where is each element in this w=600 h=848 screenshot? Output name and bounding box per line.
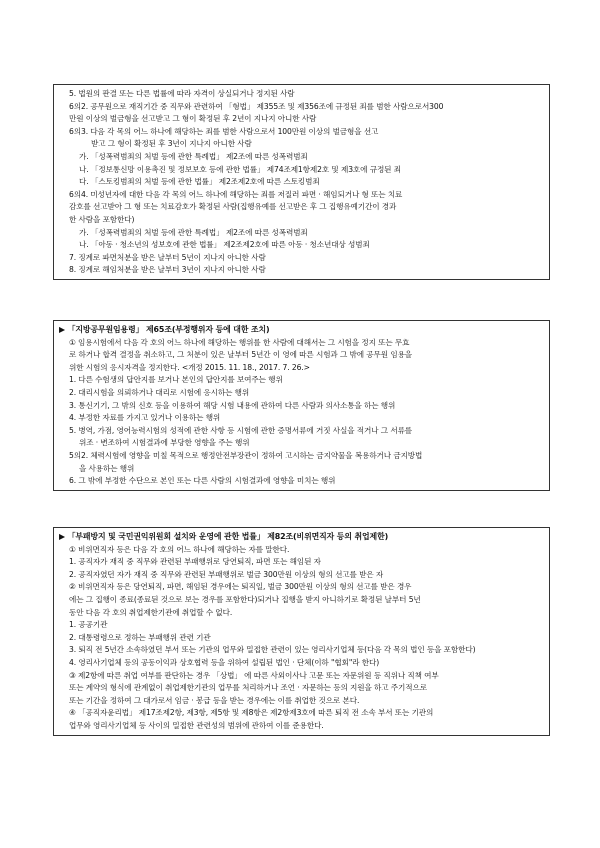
document-line: 6. 그 밖에 부정한 수단으로 본인 또는 다른 사람의 시험결과에 영향을 미치는 행위 [69, 476, 336, 486]
document-line: 나. 「아동 · 청소년의 성보호에 관한 법률」 제2조제2호에 따른 아동 · 청소년대상 성범죄 [79, 240, 370, 250]
document-line: 에는 그 집행이 종료(종료된 것으로 보는 경우를 포함한다)되거나 집행을 받지 아니하기로 확정된 날부터 5년 [69, 594, 421, 604]
cheating-measures-box [53, 320, 550, 491]
document-line: ③ 제2항에 따른 취업 여부를 판단하는 경우 「상법」 에 따른 사외이사나 고문 또는 자문위원 등 직위나 직책 여부 [69, 670, 439, 680]
document-line: 6의2. 공무원으로 재직기간 중 직무와 관련하여 「형법」 제355조 및 제356조에 규정된 죄를 범한 사람으로서300 [69, 101, 444, 111]
section-heading: ▶ 「부패방지 및 국민권익위원회 설치와 운영에 관한 법률」 제82조(비위면직자 등의 취업제한) [59, 532, 389, 541]
document-line: 나. 「정보통신망 이용촉진 및 정보보호 등에 관한 법률」 제74조제1항제2호 및 제3호에 규정된 죄 [79, 164, 401, 174]
document-line: 동안 다음 각 호의 취업제한기관에 취업할 수 없다. [69, 607, 233, 617]
document-line: 위한 시험의 응시자격을 정지한다. <개정 2015. 11. 18., 2017. 7. 26.> [69, 362, 310, 372]
document-line: 또는 기간을 정하여 그 대가로서 임금 · 봉급 등을 받는 경우에는 이를 취업한 것으로 본다. [69, 695, 360, 705]
document-line: 5. 법원의 판결 또는 다른 법률에 따라 자격이 상실되거나 정지된 사람 [69, 89, 295, 98]
document-line: ① 비위면직자 등은 다음 각 호의 어느 하나에 해당하는 자를 말한다. [69, 544, 290, 554]
document-line: 감호를 선고받아 그 형 또는 치료감호가 확정된 사람(집행유예를 선고받은 후 그 집행유예기간이 경과 [69, 202, 397, 212]
disqualification-list [59, 88, 544, 277]
document-line: 업무와 영리사기업체 등 사이의 밀접한 관련성의 범위에 관하여 이를 준용한다. [69, 720, 324, 730]
document-line: 을 사용하는 행위 [79, 463, 135, 473]
document-line: 1. 공공기관 [69, 620, 108, 630]
document-line: ② 비위면직자 등은 당연퇴직, 파면, 해임된 경우에는 퇴직일, 벌금 300만원 이상의 형의 선고를 받은 경우 [69, 582, 412, 592]
document-line: 한 사람을 포함한다) [69, 214, 135, 224]
document-line: 2. 대리시험을 의뢰하거나 대리로 시험에 응시하는 행위 [69, 387, 250, 397]
document-line: 가. 「성폭력범죄의 처벌 등에 관한 특례법」 제2조에 따른 성폭력범죄 [79, 151, 308, 161]
document-line: 2. 공직자였던 자가 재직 중 직무와 관련된 부패행위로 벌금 300만원 이상의 형의 선고를 받은 자 [69, 569, 384, 579]
document-line: 1. 다른 수험생의 답안지를 보거나 본인의 답안지를 보여주는 행위 [69, 375, 283, 385]
document-line: 로 하거나 합격 결정을 취소하고, 그 처분이 있은 날부터 5년간 이 영에 따른 시험과 그 밖에 공무원 임용을 [69, 350, 413, 360]
document-line: 5. 병역, 가점, 영어능력시험의 성적에 관한 사항 등 시험에 관한 증명서류에 거짓 사실을 적거나 그 서류를 [69, 425, 413, 435]
document-line: 6의4. 미성년자에 대한 다음 각 목의 어느 하나에 해당하는 죄를 저질러 파면 · 해임되거나 형 또는 치료 [69, 189, 403, 199]
employment-restriction-box [53, 527, 550, 736]
document-line: 1. 공직자가 재직 중 직무와 관련된 부패행위로 당연퇴직, 파면 또는 해임된 자 [69, 557, 321, 567]
cheating-measures-list [59, 337, 544, 488]
employment-restriction-list [59, 544, 544, 733]
document-line: 3. 퇴직 전 5년간 소속하였던 부서 또는 기관의 업무와 밀접한 관련이 있는 영리사기업체 등(다음 각 목의 법인 등을 포함한다) [69, 645, 476, 655]
document-line: 가. 「성폭력범죄의 처벌 등에 관한 특례법」 제2조에 따른 성폭력범죄 [79, 227, 308, 237]
document-line: 2. 대통령령으로 정하는 부패행위 관련 기관 [69, 632, 211, 642]
document-line: 4. 영리사기업체 등의 공동이익과 상호협력 등을 위하여 설립된 법인 · 단체(이하 "협회"라 한다) [69, 657, 380, 667]
document-line: 3. 통신기기, 그 밖의 신호 등을 이용하여 해당 시험 내용에 관하여 다른 사람과 의사소통을 하는 행위 [69, 400, 396, 410]
document-line: 8. 징계로 해임처분을 받은 날부터 3년이 지나지 아니한 사람 [69, 265, 266, 275]
document-line: 5의2. 체력시험에 영향을 미칠 목적으로 행정안전부장관이 정하여 고시하는 금지약물을 복용하거나 금지방법 [69, 450, 423, 460]
document-line: 위조 · 변조하여 시험결과에 부당한 영향을 주는 행위 [79, 438, 250, 448]
document-line: 받고 그 형이 확정된 후 3년이 지나지 아니한 사람 [91, 139, 252, 149]
document-line: ④ 「공직자윤리법」 제17조제2항, 제3항, 제5항 및 제8항은 제2항제3호에 따른 퇴직 전 소속 부서 또는 기관의 [69, 708, 434, 718]
document-line: 다. 「스토킹범죄의 처벌 등에 관한 법률」 제2조제2호에 따른 스토킹범죄 [79, 177, 320, 187]
document-line: 만원 이상의 벌금형을 선고받고 그 형이 확정된 후 2년이 지나지 아니한 사람 [69, 114, 317, 124]
document-line: 또는 계약의 형식에 관계없이 취업제한기관의 업무를 처리하거나 조언 · 자문하는 등의 지원을 하고 주기적으로 [69, 683, 427, 693]
document-line: 6의3. 다음 각 목의 어느 하나에 해당하는 죄를 범한 사람으로서 100만원 이상의 벌금형을 선고 [69, 126, 379, 136]
document-line: 4. 부정한 자료를 가지고 있거나 이용하는 행위 [69, 413, 221, 423]
document-line: 7. 징계로 파면처분을 받은 날부터 5년이 지나지 아니한 사람 [69, 252, 266, 262]
section-heading: ▶ 「지방공무원임용령」 제65조(부정행위자 등에 대한 조치) [59, 325, 270, 334]
disqualification-box [53, 84, 550, 280]
document-line: ① 임용시험에서 다음 각 호의 어느 하나에 해당하는 행위를 한 사람에 대해서는 그 시험을 정지 또는 무효 [69, 337, 410, 347]
